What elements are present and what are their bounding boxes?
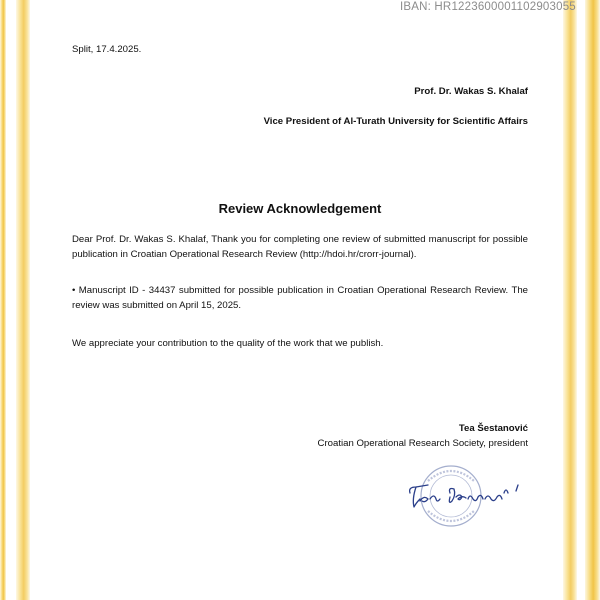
iban-text: IBAN: HR1223600001102903055 bbox=[400, 1, 576, 13]
signature-stamp bbox=[398, 463, 528, 533]
society-seal-icon bbox=[398, 463, 528, 533]
body-paragraph-manuscript: • Manuscript ID - 34437 submitted for possible publication in Croatian Operational Research Review. The review was submitted on April 15, 2025. bbox=[72, 285, 528, 311]
recipient-title: Vice President of Al-Turath University for Scientific Affairs bbox=[263, 116, 528, 127]
recipient-name: Prof. Dr. Wakas S. Khalaf bbox=[414, 86, 528, 97]
signatory-role: Croatian Operational Research Society, president bbox=[317, 438, 528, 449]
gold-border-left-outer bbox=[0, 0, 6, 600]
letter-date: Split, 17.4.2025. bbox=[72, 44, 142, 55]
letter-heading: Review Acknowledgement bbox=[218, 201, 382, 216]
signatory-name: Tea Šestanović bbox=[458, 423, 528, 434]
body-paragraph-thanks: Dear Prof. Dr. Wakas S. Khalaf, Thank you for completing one review of submitted manuscript for possible publication in Croatian Operational Research Review (http://hdoi.hr/crorr-journal). bbox=[72, 234, 528, 260]
gold-border-left-inner bbox=[16, 0, 30, 600]
body-paragraph-appreciation: We appreciate your contribution to the quality of the work that we publish. bbox=[72, 338, 384, 349]
gold-border-right-inner bbox=[563, 0, 577, 600]
gold-border-right-outer bbox=[585, 0, 600, 600]
handwritten-signature-icon bbox=[410, 485, 518, 507]
